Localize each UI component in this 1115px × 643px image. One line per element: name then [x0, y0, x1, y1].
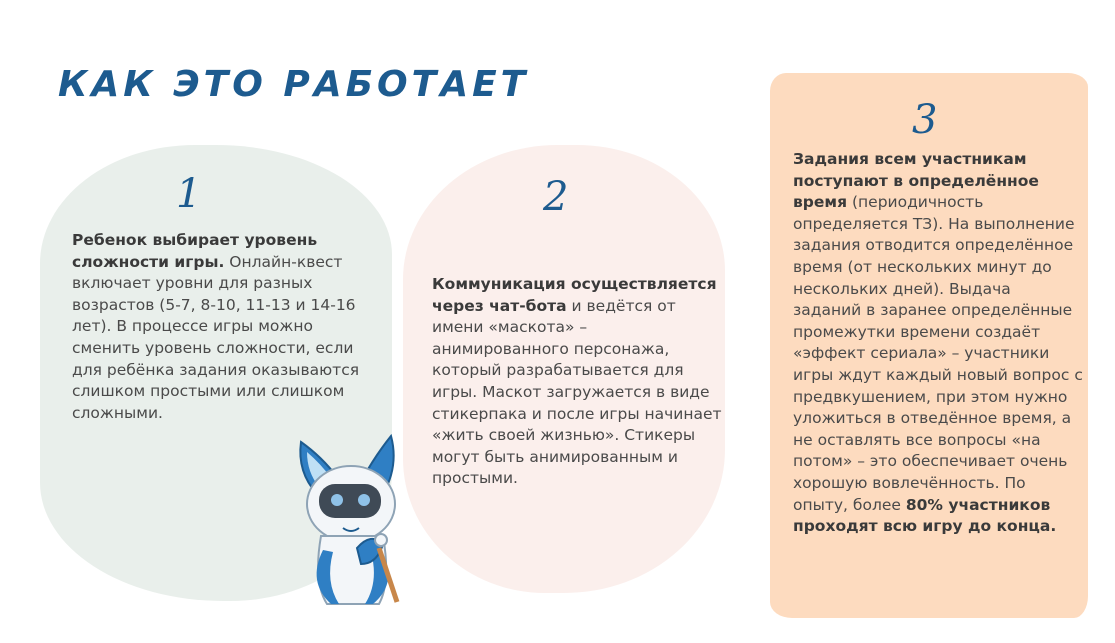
step-1-bold: Ребенок выбирает уровень сложности игры.: [72, 231, 318, 271]
step-3-body: (периодичность определяется ТЗ). На выполнение задания отводится определённое время (от нескольких минут до нескольких дней). Выдача заданий в заранее определённые промежутки времени создаёт «эффект сериала» – участники игры ждут каждый новый вопрос с предвкушением, при этом нужно уложиться в отведённое время, а не оставлять все вопросы «на потом» – это обеспечивает очень хорошую вовлечённость. По опыту, более: [793, 193, 1083, 514]
step-2-text: [432, 274, 722, 490]
step-2-number: 2: [543, 174, 569, 220]
step-3-bold: Задания всем участникам поступают в определённое время: [793, 150, 1039, 212]
robot-cat-mascot-icon: [287, 432, 417, 612]
page-title: КАК ЭТО РАБОТАЕТ: [58, 64, 530, 105]
step-3-text: [793, 149, 1083, 538]
step-2-bold: Коммуникация осуществляется через чат-бота: [432, 275, 717, 315]
step-1-text: [72, 230, 372, 424]
step-1-number: 1: [176, 171, 202, 217]
step-3-number: 3: [912, 97, 938, 143]
step-1-body: Онлайн-квест включает уровни для разных возрастов (5-7, 8-10, 11-13 и 14-16 лет). В процессе игры можно сменить уровень сложности, если для ребёнка задания оказываются слишком простыми или слишком сложными.: [72, 252, 360, 422]
step-2-body: и ведётся от имени «маскота» – анимированного персонажа, который разрабатывается для игры. Маскот загружается в виде стикерпака и после игры начинает «жить своей жизнью». Стикеры могут быть анимированным и простыми.: [432, 296, 722, 488]
step-3-bold-stat: 80% участников проходят всю игру до конца.: [793, 495, 1057, 536]
